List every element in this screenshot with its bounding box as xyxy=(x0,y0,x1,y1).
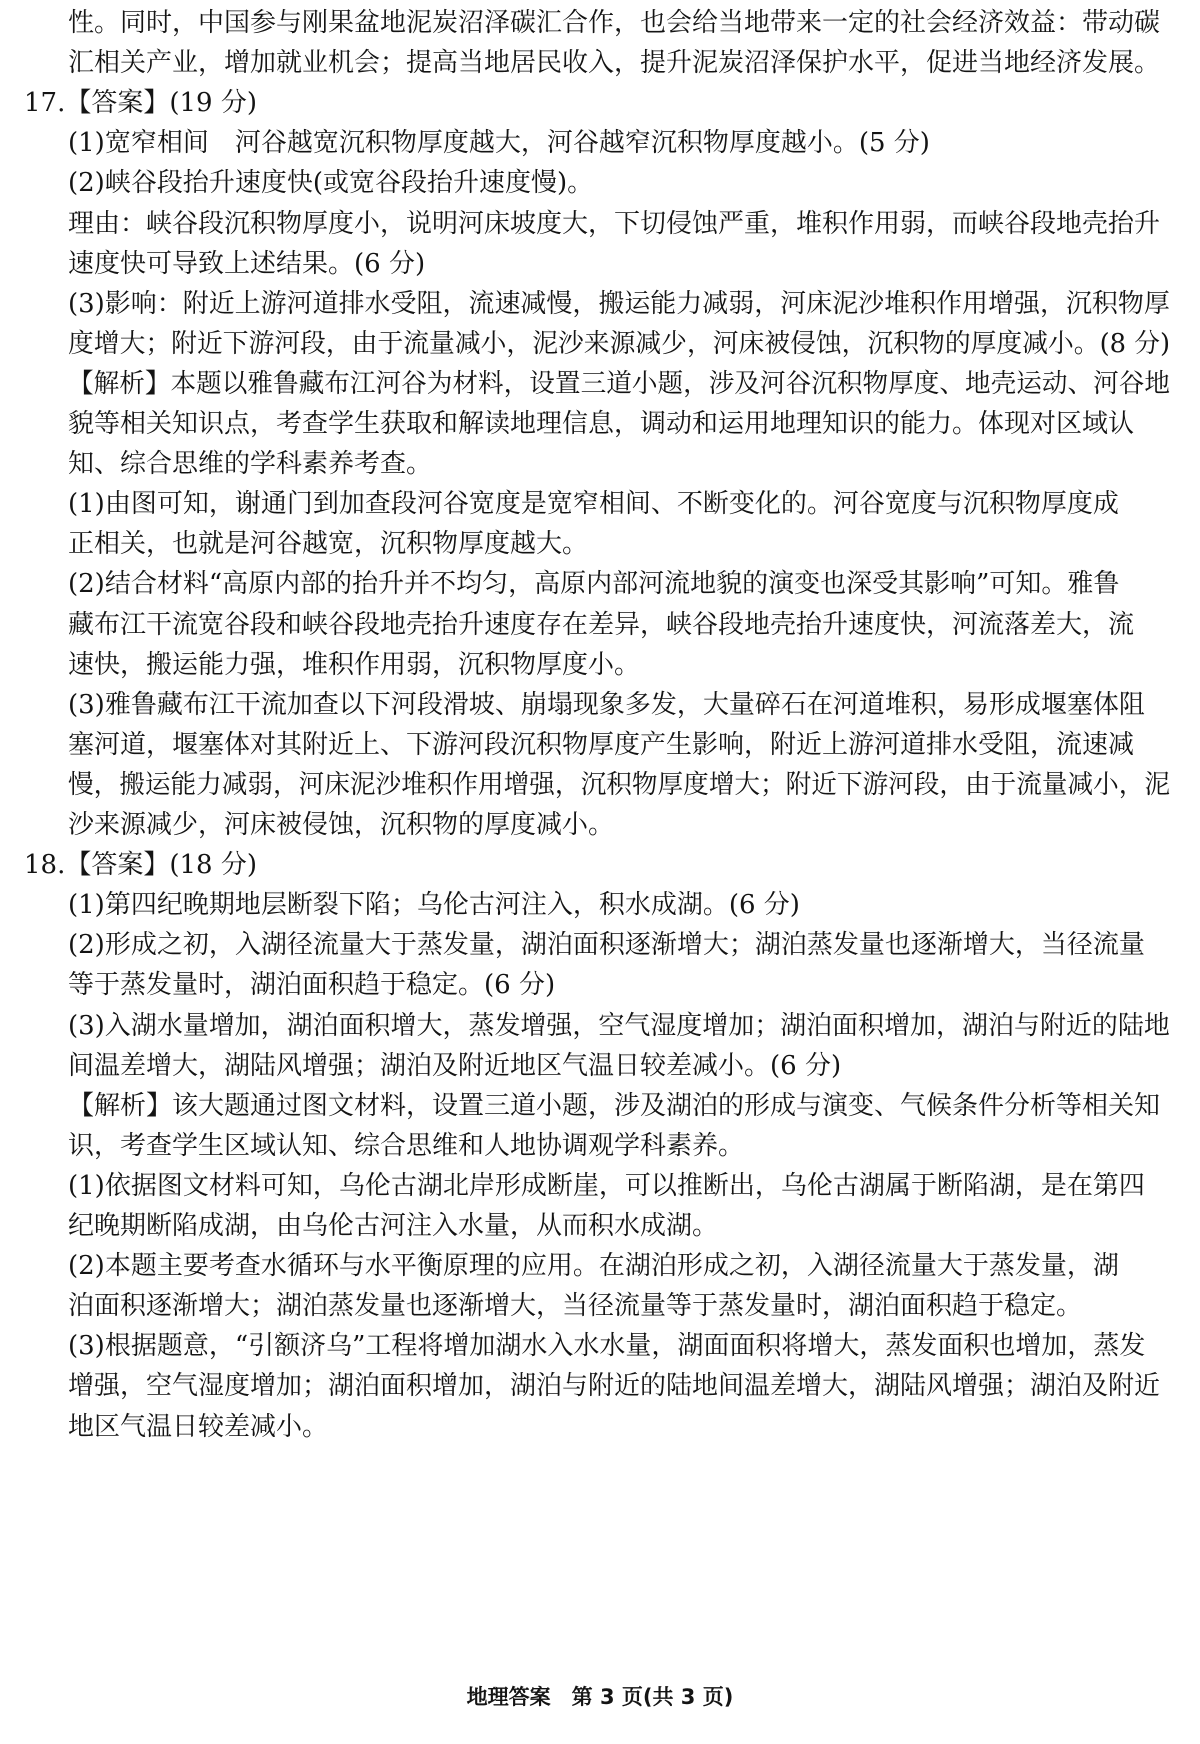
text-line: 速度快可导致上述结果。(6 分) xyxy=(68,248,426,279)
text-line: 纪晚期断陷成湖，由乌伦古河注入水量，从而积水成湖。 xyxy=(68,1211,719,1241)
text-line: 塞河道，堰塞体对其附近上、下游河段沉积物厚度产生影响，附近上游河道排水受阻，流速减 xyxy=(68,729,1135,760)
text-line: (2)本题主要考查水循环与水平衡原理的应用。在湖泊形成之初，入湖径流量大于蒸发量，湖 xyxy=(68,1251,1119,1282)
text-line: 等于蒸发量时，湖泊面积趋于稳定。(6 分) xyxy=(68,970,556,1001)
text-line: (1)宽窄相间 河谷越宽沉积物厚度越大，河谷越窄沉积物厚度越小。(5 分) xyxy=(68,128,930,159)
text-line: 间温差增大，湖陆风增强；湖泊及附近地区气温日较差减小。(6 分) xyxy=(68,1050,842,1081)
text-line: (2)峡谷段抬升速度快(或宽谷段抬升速度慢)。 xyxy=(68,168,594,199)
text-line: (3)根据题意，“引额济乌”工程将增加湖水入水水量，湖面面积将增大，蒸发面积也增加，蒸发 xyxy=(68,1331,1146,1362)
text-line: (2)形成之初，入湖径流量大于蒸发量，湖泊面积逐渐增大；湖泊蒸发量也逐渐增大，当径流量 xyxy=(68,930,1145,961)
text-line: 泊面积逐渐增大；湖泊蒸发量也逐渐增大，当径流量等于蒸发量时，湖泊面积趋于稳定。 xyxy=(68,1291,1083,1322)
text-line: 正相关，也就是河谷越宽，沉积物厚度越大。 xyxy=(68,529,589,560)
text-line: 藏布江干流宽谷段和峡谷段地壳抬升速度存在差异，峡谷段地壳抬升速度快，河流落差大，流 xyxy=(68,609,1135,640)
text-line: 知、综合思维的学科素养考查。 xyxy=(68,449,433,480)
page-footer: 地理答案 第 3 页(共 3 页) xyxy=(466,1685,734,1709)
text-line: (1)第四纪晚期地层断裂下陷；乌伦古河注入，积水成湖。(6 分) xyxy=(68,890,800,921)
text-line: 度增大；附近下游河段，由于流量减小，泥沙来源减少，河床被侵蚀，沉积物的厚度减小。(8 分) xyxy=(68,328,1171,359)
text-line: 速快，搬运能力强，堆积作用弱，沉积物厚度小。 xyxy=(68,649,641,680)
text-line: 貌等相关知识点，考查学生获取和解读地理信息，调动和运用地理知识的能力。体现对区域认 xyxy=(68,409,1135,439)
text-line: 沙来源减少，河床被侵蚀，沉积物的厚度减小。 xyxy=(68,810,615,840)
text-line: (3)影响：附近上游河道排水受阻，流速减慢，搬运能力减弱，河床泥沙堆积作用增强，沉积物厚 xyxy=(68,288,1170,319)
text-line: 理由：峡谷段沉积物厚度小，说明河床坡度大，下切侵蚀严重，堆积作用弱，而峡谷段地壳抬升 xyxy=(68,208,1161,239)
text-line: 【解析】本题以雅鲁藏布江河谷为材料，设置三道小题，涉及河谷沉积物厚度、地壳运动、河谷地 xyxy=(68,368,1171,399)
question-17-heading: 17.【答案】(19 分) xyxy=(24,88,257,119)
text-line: 慢，搬运能力减弱，河床泥沙堆积作用增强，沉积物厚度增大；附近下游河段，由于流量减小，泥 xyxy=(68,769,1171,800)
text-line: (1)由图可知，谢通门到加查段河谷宽度是宽窄相间、不断变化的。河谷宽度与沉积物厚度成 xyxy=(68,489,1119,520)
text-line: 性。同时，中国参与刚果盆地泥炭沼泽碳汇合作，也会给当地带来一定的社会经济效益：带动碳 xyxy=(68,8,1161,38)
text-line: 增强，空气湿度增加；湖泊面积增加，湖泊与附近的陆地间温差增大，湖陆风增强；湖泊及附近 xyxy=(68,1371,1161,1402)
text-line: (2)结合材料“高原内部的抬升并不均匀，高原内部河流地貌的演变也深受其影响”可知。雅鲁 xyxy=(68,569,1120,600)
text-line: (3)雅鲁藏布江干流加查以下河段滑坡、崩塌现象多发，大量碎石在河道堆积，易形成堰塞体阻 xyxy=(68,689,1145,720)
text-line: 【解析】该大题通过图文材料，设置三道小题，涉及湖泊的形成与演变、气候条件分析等相关知 xyxy=(68,1090,1161,1121)
question-18-heading: 18.【答案】(18 分) xyxy=(24,850,257,881)
text-line: (3)入湖水量增加，湖泊面积增大，蒸发增强，空气湿度增加；湖泊面积增加，湖泊与附近的陆地 xyxy=(68,1010,1170,1041)
text-line: (1)依据图文材料可知，乌伦古湖北岸形成断崖，可以推断出，乌伦古湖属于断陷湖，是在第四 xyxy=(68,1170,1145,1201)
text-line: 识，考查学生区域认知、综合思维和人地协调观学科素养。 xyxy=(68,1130,745,1161)
text-line: 汇相关产业，增加就业机会；提高当地居民收入，提升泥炭沼泽保护水平，促进当地经济发展。 xyxy=(68,48,1161,79)
text-line: 地区气温日较差减小。 xyxy=(68,1411,329,1442)
